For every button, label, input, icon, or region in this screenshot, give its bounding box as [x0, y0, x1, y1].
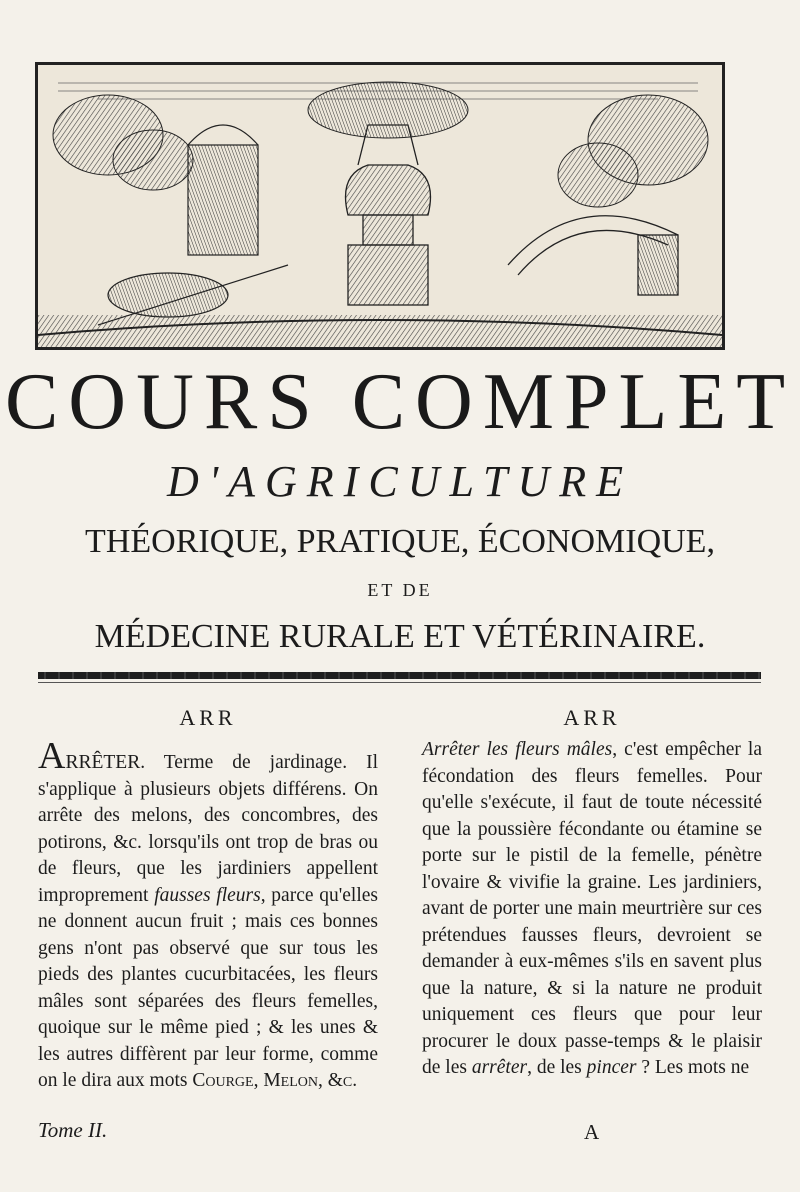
entry-italic-1: fausses fleurs: [154, 884, 261, 906]
headpiece-vignette: [35, 62, 725, 350]
signature-mark: A: [584, 1120, 600, 1144]
right-text-3: ? Les mots ne: [636, 1057, 750, 1078]
ornamental-rule: [38, 672, 761, 679]
entry-arreter: [38, 737, 378, 1095]
title-subtitle: D'AGRICULTURE: [166, 457, 634, 506]
right-text-2: , de les: [527, 1057, 587, 1078]
right-italic-2: arrêter: [471, 1057, 528, 1078]
entry-text-2: , parce qu'elles ne donnent aucun fruit ; mais ces bonnes gens n'ont pas observé que sur tous les pieds des plantes cucurbitacées, les fleurs mâles sont séparées des fleurs femelles, quoique sur le même pied ; & les unes & les autres diffèrent par leur forme, comme on le dira aux mots: [38, 884, 378, 1091]
entry-text-1: Terme de jardinage. Il s'applique à plusieurs objets différens. On arrête des melons, des concombres, des potirons, &c. lorsqu'ils ont trop de bras ou de fleurs, que les jardiniers appellent improprement: [38, 752, 378, 906]
title-et-de: ET DE: [367, 580, 433, 600]
title-line-theorique: THÉORIQUE, PRATIQUE, ÉCONOMIQUE,: [85, 523, 715, 560]
cross-references: Courge, Melon, &c.: [192, 1070, 358, 1091]
left-column: [38, 705, 378, 1095]
right-italic-1: Arrêter les fleurs mâles: [422, 739, 613, 760]
ruin-left: [188, 125, 258, 255]
entry-continued: [422, 737, 762, 1082]
right-italic-3: pincer: [586, 1057, 637, 1078]
drop-cap: A: [38, 735, 66, 777]
right-running-head: ARR: [563, 705, 621, 730]
left-running-head: ARR: [179, 705, 237, 730]
volume-number: Tome II.: [38, 1118, 108, 1142]
title-main: COURS COMPLET: [4, 358, 796, 446]
title-line-medecine: MÉDECINE RURALE ET VÉTÉRINAIRE.: [94, 618, 706, 655]
headword: RRÊTER.: [65, 752, 146, 773]
vignette-illustration: [38, 65, 722, 347]
right-text-1: , c'est empêcher la fécondation des fleurs femelles. Pour qu'elle s'exécute, il faut de toute nécessité que la poussière fécondante ou étamine se porte sur le pistil de la femelle, pénètre l'ovaire & vivifie la graine. Les jardiniers, avant de porter une main meurtrière sur ces prétendues fausses fleurs, devroient se demander à eux-mêmes s'ils en savent plus que la nature, & si la nature ne produit uniquement ces fleurs que pour leur procurer le doux passe-temps & le plaisir de les: [422, 739, 763, 1078]
right-column: [422, 705, 762, 1082]
thin-rule: [38, 682, 761, 683]
